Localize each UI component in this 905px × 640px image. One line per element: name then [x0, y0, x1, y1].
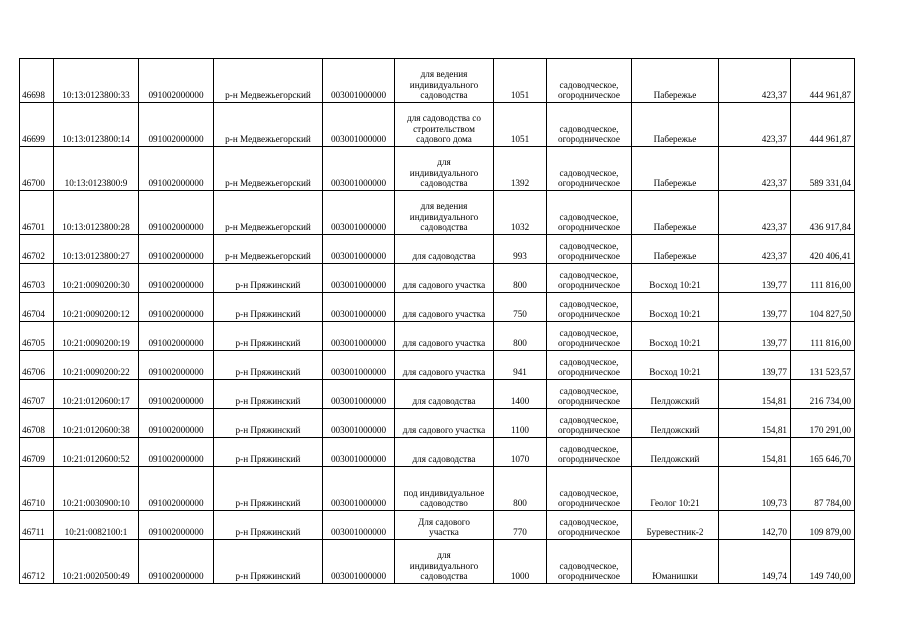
cell-permitted-use-line: садоводства: [420, 222, 468, 233]
cell-use-category-line: огородническое: [558, 178, 620, 189]
cell-code-okato: 091002000000: [139, 191, 214, 235]
cell-code-category: 003001000000: [323, 409, 395, 438]
cell-permitted-use-line: для садоводства: [412, 396, 476, 407]
cell-specific-value: 139,77: [719, 351, 791, 380]
cell-number: 46701: [20, 191, 54, 235]
cell-permitted-use: [395, 409, 494, 438]
cell-permitted-use-line: участка: [429, 527, 459, 538]
cell-area: 941: [494, 351, 547, 380]
cell-permitted-use: [395, 540, 494, 584]
cell-use-category-line: садоводческое,: [559, 123, 619, 134]
cell-location: Паберeжье: [632, 59, 719, 103]
cell-code-okato: 091002000000: [139, 322, 214, 351]
cell-use-category-line: огородническое: [558, 338, 620, 349]
cell-number: 46708: [20, 409, 54, 438]
cell-district: р-н Пряжинский: [214, 409, 323, 438]
cell-code-category: 003001000000: [323, 191, 395, 235]
cell-permitted-use: [395, 147, 494, 191]
cell-location: Восход 10:21: [632, 264, 719, 293]
cell-code-category: 003001000000: [323, 103, 395, 147]
cell-district: р-н Пряжинский: [214, 264, 323, 293]
cell-use-category: [547, 438, 632, 467]
table-row: [20, 438, 855, 467]
cell-use-category-line: огородническое: [558, 454, 620, 465]
cell-code-okato: 091002000000: [139, 147, 214, 191]
cell-cadastral-value: 87 784,00: [791, 467, 855, 511]
cell-permitted-use-line: индивидуального: [409, 211, 479, 222]
cell-code-okato: 091002000000: [139, 235, 214, 264]
cell-location: Восход 10:21: [632, 293, 719, 322]
cell-specific-value: 154,81: [719, 409, 791, 438]
cell-district: р-н Пряжинский: [214, 380, 323, 409]
cell-code-okato: 091002000000: [139, 351, 214, 380]
table-row: [20, 540, 855, 584]
cell-cadastral-number: 10:21:0090200:30: [54, 264, 139, 293]
cell-district: р-н Пряжинский: [214, 293, 323, 322]
cell-cadastral-value: 131 523,57: [791, 351, 855, 380]
cell-area: 800: [494, 467, 547, 511]
cell-permitted-use-line: для садоводства: [412, 454, 476, 465]
cell-number: 46698: [20, 59, 54, 103]
cell-specific-value: 423,37: [719, 191, 791, 235]
cell-cadastral-number: 10:21:0030900:10: [54, 467, 139, 511]
cell-permitted-use-line: садоводство: [420, 498, 468, 509]
cell-permitted-use: [395, 438, 494, 467]
cell-permitted-use-line: для садоводства: [412, 251, 476, 262]
cell-permitted-use-line: садоводства: [420, 178, 468, 189]
cell-code-category: 003001000000: [323, 467, 395, 511]
cell-use-category: [547, 59, 632, 103]
cell-number: 46710: [20, 467, 54, 511]
cell-specific-value: 149,74: [719, 540, 791, 584]
cell-cadastral-number: 10:21:0090200:22: [54, 351, 139, 380]
cell-use-category-line: огородническое: [558, 498, 620, 509]
cell-permitted-use: [395, 59, 494, 103]
cell-cadastral-number: 10:13:0123800:28: [54, 191, 139, 235]
cell-permitted-use-line: для садового участка: [402, 280, 486, 291]
cell-cadastral-number: 10:13:0123800:9: [54, 147, 139, 191]
cell-location: Буревестник-2: [632, 511, 719, 540]
cell-area: 1100: [494, 409, 547, 438]
cell-district: р-н Пряжинский: [214, 467, 323, 511]
cell-district: р-н Медвежьегорский: [214, 103, 323, 147]
cell-location: Юманишки: [632, 540, 719, 584]
cell-number: 46702: [20, 235, 54, 264]
cell-use-category: [547, 409, 632, 438]
cell-district: р-н Пряжинский: [214, 511, 323, 540]
table-row: [20, 235, 855, 264]
cell-use-category-line: огородническое: [558, 134, 620, 145]
cell-location: Паберeжье: [632, 147, 719, 191]
cell-use-category: [547, 351, 632, 380]
cell-cadastral-number: 10:21:0090200:12: [54, 293, 139, 322]
cell-area: 1032: [494, 191, 547, 235]
cell-permitted-use-line: индивидуального: [409, 167, 479, 178]
cell-specific-value: 142,70: [719, 511, 791, 540]
cell-code-category: 003001000000: [323, 351, 395, 380]
cell-code-category: 003001000000: [323, 540, 395, 584]
cell-use-category: [547, 103, 632, 147]
cell-permitted-use-line: садоводства: [420, 90, 468, 101]
cell-area: 1400: [494, 380, 547, 409]
cell-district: р-н Пряжинский: [214, 438, 323, 467]
cell-area: 1000: [494, 540, 547, 584]
table-row: [20, 103, 855, 147]
cell-code-okato: 091002000000: [139, 264, 214, 293]
cell-permitted-use: [395, 293, 494, 322]
cell-permitted-use-line: садового дома: [416, 134, 472, 145]
cell-specific-value: 154,81: [719, 438, 791, 467]
cell-location: Геолог 10:21: [632, 467, 719, 511]
cell-area: 750: [494, 293, 547, 322]
table-row: [20, 191, 855, 235]
table-row: [20, 322, 855, 351]
cell-location: Паберeжье: [632, 235, 719, 264]
cell-permitted-use: [395, 467, 494, 511]
cell-district: р-н Медвежьегорский: [214, 59, 323, 103]
cell-permitted-use-line: для садового участка: [402, 309, 486, 320]
table-row: [20, 147, 855, 191]
table-row: [20, 264, 855, 293]
cell-permitted-use-line: для ведения: [420, 201, 468, 212]
cell-use-category-line: огородническое: [558, 425, 620, 436]
table-row: [20, 467, 855, 511]
cell-location: Восход 10:21: [632, 351, 719, 380]
cell-cadastral-value: 165 646,70: [791, 438, 855, 467]
cell-permitted-use-line: для: [437, 157, 451, 168]
cell-location: Паберeжье: [632, 103, 719, 147]
cell-cadastral-number: 10:21:0120600:17: [54, 380, 139, 409]
cell-district: р-н Медвежьегорский: [214, 147, 323, 191]
cell-area: 993: [494, 235, 547, 264]
cell-area: 1051: [494, 103, 547, 147]
cell-specific-value: 423,37: [719, 235, 791, 264]
cell-location: Восход 10:21: [632, 322, 719, 351]
cell-permitted-use-line: индивидуального: [409, 560, 479, 571]
cell-area: 1051: [494, 59, 547, 103]
cell-use-category-line: огородническое: [558, 396, 620, 407]
cell-code-okato: 091002000000: [139, 293, 214, 322]
cell-specific-value: 154,81: [719, 380, 791, 409]
cell-use-category: [547, 540, 632, 584]
cell-specific-value: 109,73: [719, 467, 791, 511]
cell-permitted-use: [395, 191, 494, 235]
cell-cadastral-value: 436 917,84: [791, 191, 855, 235]
cell-number: 46700: [20, 147, 54, 191]
cell-cadastral-value: 420 406,41: [791, 235, 855, 264]
cell-area: 770: [494, 511, 547, 540]
cell-use-category-line: огородническое: [558, 280, 620, 291]
cell-number: 46699: [20, 103, 54, 147]
cell-code-category: 003001000000: [323, 147, 395, 191]
cell-code-okato: 091002000000: [139, 438, 214, 467]
cell-code-okato: 091002000000: [139, 59, 214, 103]
cell-permitted-use: [395, 322, 494, 351]
cell-cadastral-value: 111 816,00: [791, 264, 855, 293]
cell-use-category-line: садоводческое,: [559, 560, 619, 571]
cell-location: Пелдожский: [632, 409, 719, 438]
cell-cadastral-number: 10:13:0123800:14: [54, 103, 139, 147]
cell-code-okato: 091002000000: [139, 511, 214, 540]
cell-permitted-use: [395, 103, 494, 147]
cell-specific-value: 139,77: [719, 293, 791, 322]
cell-use-category: [547, 235, 632, 264]
cell-use-category: [547, 293, 632, 322]
cell-permitted-use-line: для садового участка: [402, 338, 486, 349]
cell-cadastral-value: 170 291,00: [791, 409, 855, 438]
cell-use-category-line: садоводческое,: [559, 414, 619, 425]
cell-code-category: 003001000000: [323, 511, 395, 540]
cell-specific-value: 423,37: [719, 147, 791, 191]
cell-cadastral-value: 216 734,00: [791, 380, 855, 409]
cell-use-category-line: огородническое: [558, 571, 620, 582]
land-plots-table: [19, 58, 855, 584]
cell-specific-value: 423,37: [719, 59, 791, 103]
cell-use-category-line: садоводческое,: [559, 79, 619, 90]
cell-use-category-line: огородническое: [558, 251, 620, 262]
cell-district: р-н Медвежьегорский: [214, 235, 323, 264]
cell-code-okato: 091002000000: [139, 467, 214, 511]
cell-use-category-line: садоводческое,: [559, 211, 619, 222]
cell-use-category: [547, 264, 632, 293]
cell-code-okato: 091002000000: [139, 540, 214, 584]
cell-use-category-line: садоводческое,: [559, 385, 619, 396]
cell-code-category: 003001000000: [323, 235, 395, 264]
cell-code-category: 003001000000: [323, 438, 395, 467]
cell-permitted-use: [395, 351, 494, 380]
cell-permitted-use: [395, 235, 494, 264]
cell-use-category-line: садоводческое,: [559, 269, 619, 280]
cell-cadastral-number: 10:21:0020500:49: [54, 540, 139, 584]
cell-use-category-line: огородническое: [558, 309, 620, 320]
cell-district: р-н Пряжинский: [214, 540, 323, 584]
cell-use-category-line: садоводческое,: [559, 298, 619, 309]
cell-cadastral-number: 10:21:0120600:52: [54, 438, 139, 467]
cell-number: 46712: [20, 540, 54, 584]
cell-specific-value: 139,77: [719, 264, 791, 293]
cell-use-category-line: огородническое: [558, 90, 620, 101]
cell-code-category: 003001000000: [323, 322, 395, 351]
cell-district: р-н Пряжинский: [214, 322, 323, 351]
cell-number: 46705: [20, 322, 54, 351]
cell-area: 800: [494, 264, 547, 293]
cell-cadastral-number: 10:21:0082100:1: [54, 511, 139, 540]
cell-cadastral-value: 444 961,87: [791, 103, 855, 147]
cell-cadastral-number: 10:21:0090200:19: [54, 322, 139, 351]
cell-district: р-н Медвежьегорский: [214, 191, 323, 235]
cell-number: 46707: [20, 380, 54, 409]
cell-permitted-use-line: под индивидуальное: [403, 487, 485, 498]
cell-number: 46709: [20, 438, 54, 467]
cell-permitted-use-line: для садового участка: [402, 367, 486, 378]
cell-specific-value: 139,77: [719, 322, 791, 351]
cell-use-category-line: садоводческое,: [559, 167, 619, 178]
cell-cadastral-number: 10:13:0123800:33: [54, 59, 139, 103]
table-row: [20, 59, 855, 103]
cell-permitted-use-line: Для садового: [418, 516, 470, 527]
cell-specific-value: 423,37: [719, 103, 791, 147]
cell-area: 800: [494, 322, 547, 351]
cell-permitted-use-line: для садового участка: [402, 425, 486, 436]
table-row: [20, 511, 855, 540]
cell-location: Паберeжье: [632, 191, 719, 235]
cell-cadastral-number: 10:21:0120600:38: [54, 409, 139, 438]
cell-number: 46706: [20, 351, 54, 380]
cell-use-category-line: садоводческое,: [559, 356, 619, 367]
cell-code-category: 003001000000: [323, 380, 395, 409]
cell-use-category: [547, 511, 632, 540]
cell-number: 46711: [20, 511, 54, 540]
table-row: [20, 409, 855, 438]
cell-use-category-line: огородническое: [558, 527, 620, 538]
cell-use-category: [547, 380, 632, 409]
cell-area: 1070: [494, 438, 547, 467]
cell-cadastral-number: 10:13:0123800:27: [54, 235, 139, 264]
cell-cadastral-value: 444 961,87: [791, 59, 855, 103]
cell-use-category: [547, 147, 632, 191]
table-row: [20, 380, 855, 409]
cell-area: 1392: [494, 147, 547, 191]
cell-permitted-use: [395, 511, 494, 540]
table-row: [20, 293, 855, 322]
cell-permitted-use-line: для ведения: [420, 69, 468, 80]
cell-use-category-line: огородническое: [558, 222, 620, 233]
cell-district: р-н Пряжинский: [214, 351, 323, 380]
cell-use-category: [547, 467, 632, 511]
cell-use-category-line: садоводческое,: [559, 443, 619, 454]
cell-number: 46703: [20, 264, 54, 293]
cell-use-category-line: садоводческое,: [559, 487, 619, 498]
cell-location: Пелдожский: [632, 380, 719, 409]
cell-cadastral-value: 111 816,00: [791, 322, 855, 351]
cell-code-category: 003001000000: [323, 293, 395, 322]
cell-permitted-use: [395, 264, 494, 293]
cell-number: 46704: [20, 293, 54, 322]
cell-permitted-use-line: для: [437, 550, 451, 561]
cell-use-category: [547, 322, 632, 351]
cell-permitted-use-line: индивидуального: [409, 79, 479, 90]
cell-cadastral-value: 109 879,00: [791, 511, 855, 540]
table-body: [20, 59, 855, 584]
cell-code-category: 003001000000: [323, 264, 395, 293]
cell-code-okato: 091002000000: [139, 380, 214, 409]
cell-permitted-use-line: строительством: [413, 123, 475, 134]
cell-cadastral-value: 149 740,00: [791, 540, 855, 584]
cell-code-category: 003001000000: [323, 59, 395, 103]
cell-use-category-line: садоводческое,: [559, 516, 619, 527]
table-row: [20, 351, 855, 380]
cell-use-category-line: садоводческое,: [559, 327, 619, 338]
cell-use-category-line: огородническое: [558, 367, 620, 378]
cell-use-category: [547, 191, 632, 235]
cell-permitted-use-line: для садоводства со: [407, 113, 481, 124]
cell-permitted-use: [395, 380, 494, 409]
cell-permitted-use-line: садоводства: [420, 571, 468, 582]
cell-location: Пелдожский: [632, 438, 719, 467]
cell-cadastral-value: 589 331,04: [791, 147, 855, 191]
cell-code-okato: 091002000000: [139, 103, 214, 147]
cell-use-category-line: садоводческое,: [559, 240, 619, 251]
cell-code-okato: 091002000000: [139, 409, 214, 438]
cell-cadastral-value: 104 827,50: [791, 293, 855, 322]
